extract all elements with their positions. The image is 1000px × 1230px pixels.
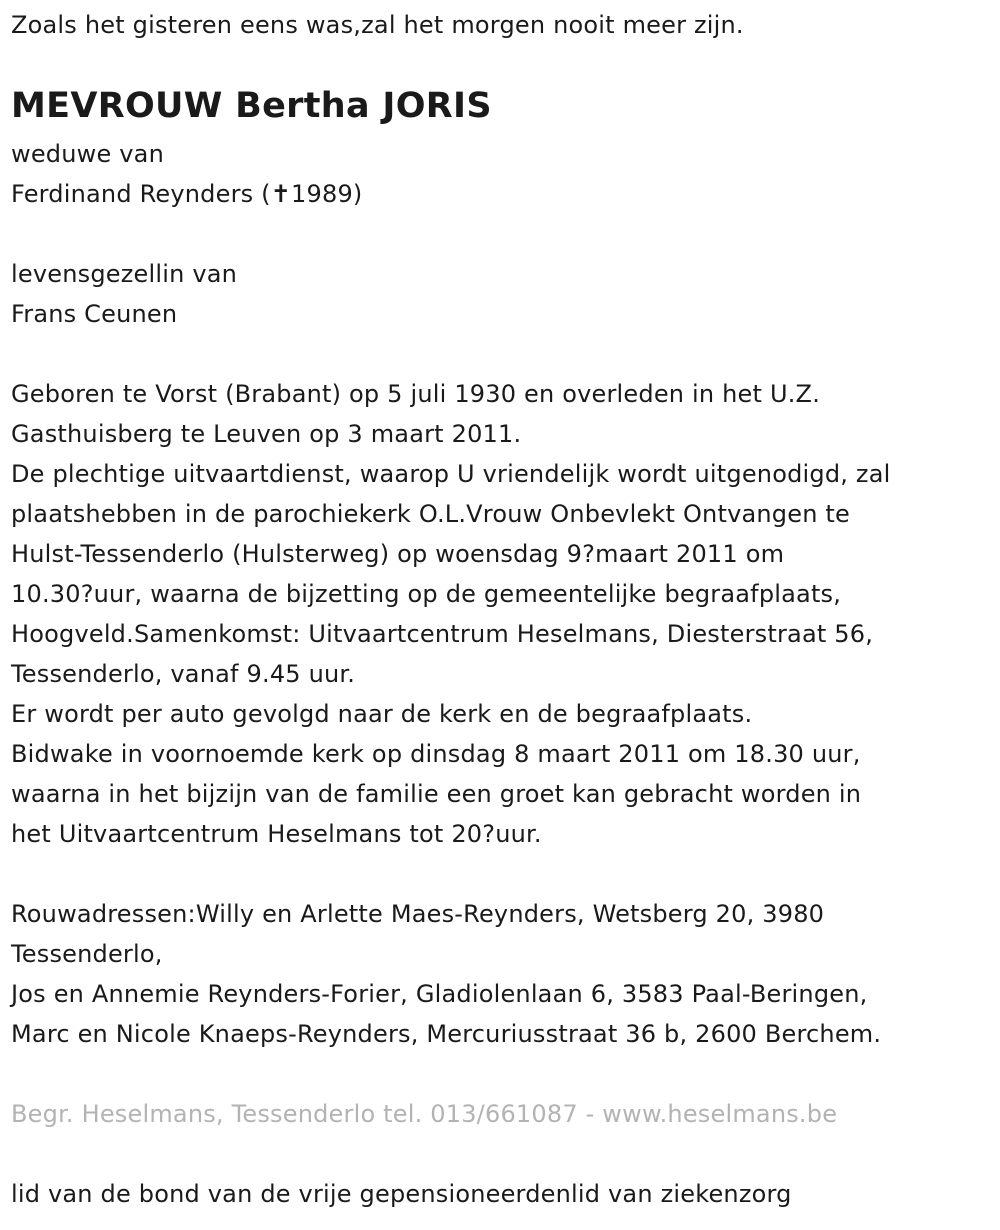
- address-line: Tessenderlo,: [11, 940, 163, 968]
- partner-name: Frans Ceunen: [11, 300, 178, 328]
- details-line: waarna in het bijzijn van de familie een groet kan gebracht worden in: [11, 780, 862, 808]
- spouse-block: [11, 134, 363, 214]
- details-line: Er wordt per auto gevolgd naar de kerk en de begraafplaats.: [11, 700, 753, 728]
- address-line: Jos en Annemie Reynders-Forier, Gladiolenlaan 6, 3583 Paal-Beringen,: [11, 980, 868, 1008]
- undertaker-block: [11, 1094, 837, 1134]
- spouse-label: weduwe van: [11, 140, 164, 168]
- details-line: De plechtige uitvaartdienst, waarop U vriendelijk wordt uitgenodigd, zal: [11, 460, 891, 488]
- spouse-name: Ferdinand Reynders (✝1989): [11, 180, 363, 208]
- details-line: Hoogveld.Samenkomst: Uitvaartcentrum Heselmans, Diesterstraat 56,: [11, 620, 874, 648]
- address-line: Rouwadressen:Willy en Arlette Maes-Reynders, Wetsberg 20, 3980: [11, 900, 825, 928]
- address-line: Marc en Nicole Knaeps-Reynders, Mercuriusstraat 36 b, 2600 Berchem.: [11, 1020, 882, 1048]
- details-line: Gasthuisberg te Leuven op 3 maart 2011.: [11, 420, 522, 448]
- motto-text: Zoals het gisteren eens was,zal het morgen nooit meer zijn.: [11, 11, 744, 39]
- partner-label: levensgezellin van: [11, 260, 238, 288]
- membership-text: lid van de bond van de vrije gepensioneerdenlid van ziekenzorg: [11, 1180, 792, 1208]
- details-line: Bidwake in voornoemde kerk op dinsdag 8 maart 2011 om 18.30 uur,: [11, 740, 861, 768]
- details-line: 10.30?uur, waarna de bijzetting op de gemeentelijke begraafplaats,: [11, 580, 842, 608]
- details-line: plaatshebben in de parochiekerk O.L.Vrouw Onbevlekt Ontvangen te: [11, 500, 851, 528]
- details-block: [11, 374, 890, 854]
- addresses-block: [11, 894, 881, 1054]
- partner-block: [11, 254, 237, 334]
- details-line: het Uitvaartcentrum Heselmans tot 20?uur.: [11, 820, 542, 848]
- details-line: Geboren te Vorst (Brabant) op 5 juli 1930 en overleden in het U.Z.: [11, 380, 821, 408]
- membership-block: [11, 1174, 792, 1214]
- details-line: Tessenderlo, vanaf 9.45 uur.: [11, 660, 356, 688]
- details-line: Hulst-Tessenderlo (Hulsterweg) op woensdag 9?maart 2011 om: [11, 540, 785, 568]
- page-title: MEVROUW Bertha JORIS: [11, 86, 492, 126]
- undertaker-text: Begr. Heselmans, Tessenderlo tel. 013/661087 - www.heselmans.be: [11, 1100, 838, 1128]
